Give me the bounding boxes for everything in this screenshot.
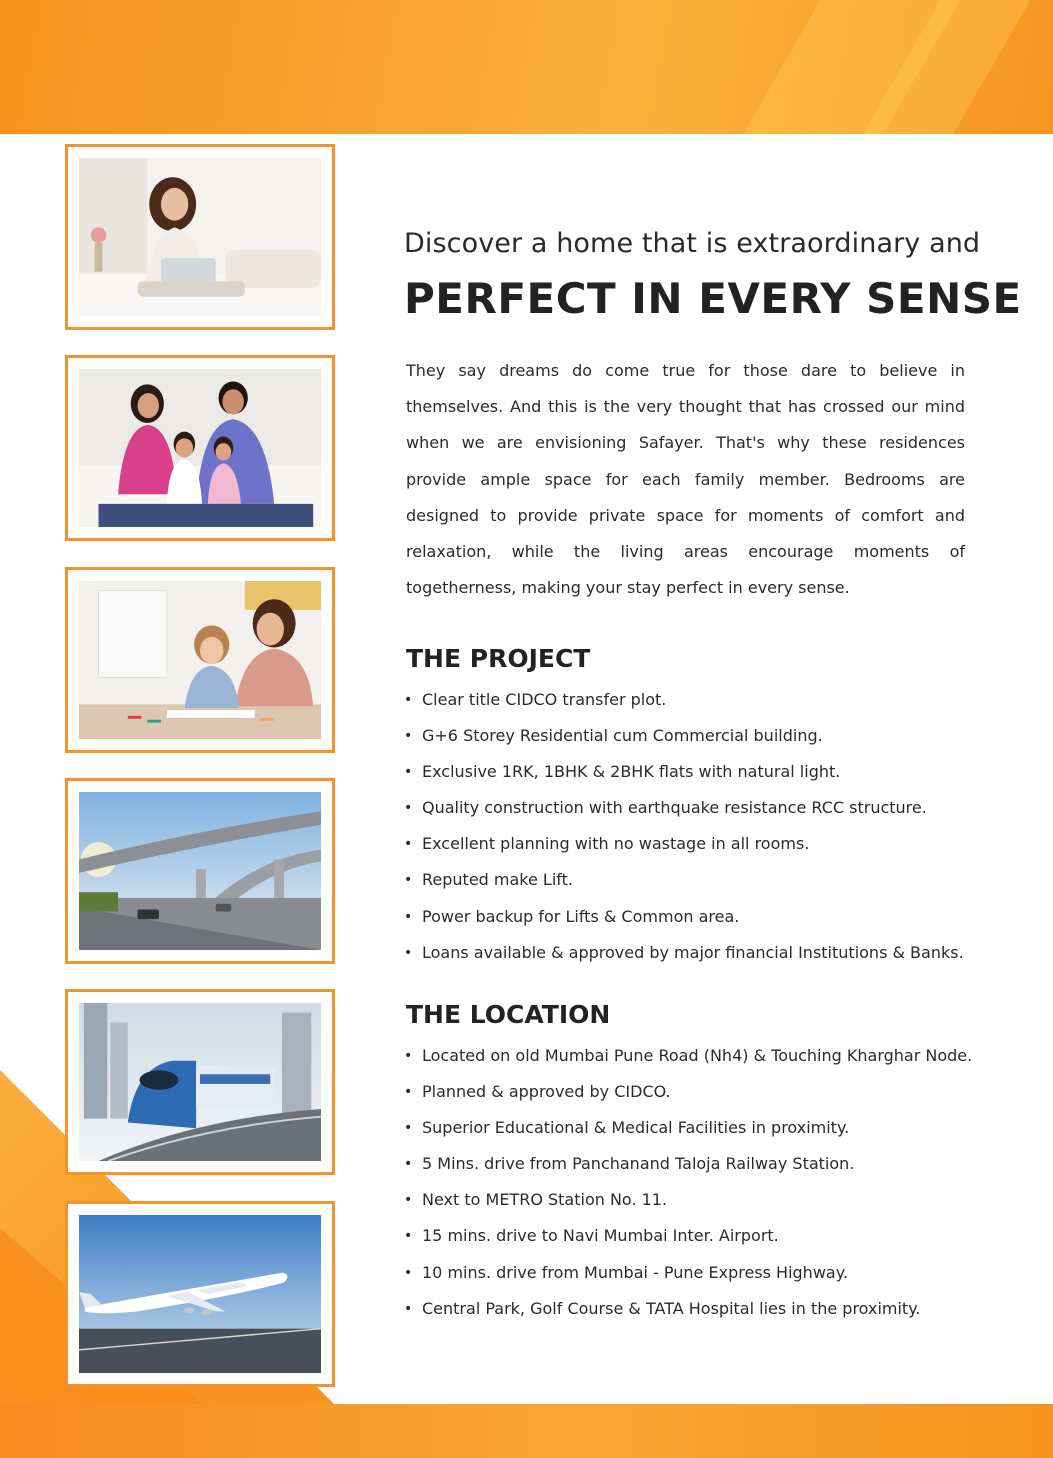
list-item: • Superior Educational & Medical Facilities in proximity. [404, 1118, 850, 1138]
list-item-text: Loans available & approved by major financial Institutions & Banks. [422, 942, 964, 962]
list-item-text: Power backup for Lifts & Common area. [422, 906, 740, 926]
list-item-text: G+6 Storey Residential cum Commercial building. [422, 726, 823, 746]
list-item-text: 15 mins. drive to Navi Mumbai Inter. Airport. [422, 1226, 779, 1246]
bottom-banner [0, 1404, 1053, 1458]
location-section-title: THE LOCATION [406, 1000, 611, 1029]
photo-mother-daughter [65, 567, 335, 753]
list-item: • 15 mins. drive to Navi Mumbai Inter. Airport. [404, 1226, 779, 1246]
list-item-text: Located on old Mumbai Pune Road (Nh4) & Touching Kharghar Node. [422, 1046, 973, 1065]
list-item-text: Superior Educational & Medical Facilities in proximity. [422, 1118, 850, 1138]
project-section-title: THE PROJECT [406, 644, 591, 673]
list-item: • Reputed make Lift. [404, 870, 573, 890]
list-item-text: Next to METRO Station No. 11. [422, 1190, 668, 1210]
list-item: • Loans available & approved by major financial Institutions & Banks. [404, 942, 964, 962]
list-item: • 5 Mins. drive from Panchanand Taloja Railway Station. [404, 1154, 855, 1174]
headline-intro: Discover a home that is extraordinary and [404, 228, 981, 259]
list-item: • G+6 Storey Residential cum Commercial building. [404, 726, 823, 746]
list-item: • Located on old Mumbai Pune Road (Nh4) & Touching Kharghar Node. [404, 1046, 973, 1065]
photo-metro [65, 989, 335, 1175]
list-item: • Exclusive 1RK, 1BHK & 2BHK flats with natural light. [404, 762, 841, 782]
top-banner [0, 0, 1053, 134]
list-item: • Clear title CIDCO transfer plot. [404, 690, 667, 709]
list-item: • Next to METRO Station No. 11. [404, 1190, 668, 1210]
list-item: • Central Park, Golf Course & TATA Hospital lies in the proximity. [404, 1298, 921, 1318]
list-item-text: 5 Mins. drive from Panchanand Taloja Railway Station. [422, 1154, 855, 1174]
location-list [404, 1038, 1034, 1327]
list-item-text: Planned & approved by CIDCO. [422, 1082, 671, 1102]
list-item: • Planned & approved by CIDCO. [404, 1082, 671, 1102]
list-item: • Power backup for Lifts & Common area. [404, 906, 740, 926]
list-item-text: Reputed make Lift. [422, 870, 573, 890]
photo-woman-laptop [65, 144, 335, 330]
photo-family [65, 355, 335, 541]
project-list [404, 682, 1034, 971]
headline-main: PERFECT IN EVERY SENSE [404, 274, 1022, 323]
intro-paragraph: They say dreams do come true for those dare to believe in themselves. And this is the very thought that has crossed our mind when we are envisioning Safayer. That's why these residences provide ample space for each family member. Bedrooms are designed to provide private space for moments of comfort and relaxation, while the living areas encourage moments of togetherness, making your stay perfect in every sense. [406, 361, 965, 598]
list-item-text: Exclusive 1RK, 1BHK & 2BHK flats with natural light. [422, 762, 841, 782]
list-item-text: Clear title CIDCO transfer plot. [422, 690, 667, 709]
list-item: • Excellent planning with no wastage in all rooms. [404, 834, 810, 854]
photo-highway [65, 778, 335, 964]
list-item-text: Quality construction with earthquake resistance RCC structure. [422, 798, 927, 818]
list-item-text: 10 mins. drive from Mumbai - Pune Express Highway. [422, 1262, 848, 1282]
photo-airplane [65, 1201, 335, 1387]
list-item: • 10 mins. drive from Mumbai - Pune Express Highway. [404, 1262, 848, 1282]
list-item-text: Central Park, Golf Course & TATA Hospital lies in the proximity. [422, 1298, 921, 1318]
list-item-text: Excellent planning with no wastage in all rooms. [422, 834, 810, 854]
list-item: • Quality construction with earthquake resistance RCC structure. [404, 798, 927, 818]
